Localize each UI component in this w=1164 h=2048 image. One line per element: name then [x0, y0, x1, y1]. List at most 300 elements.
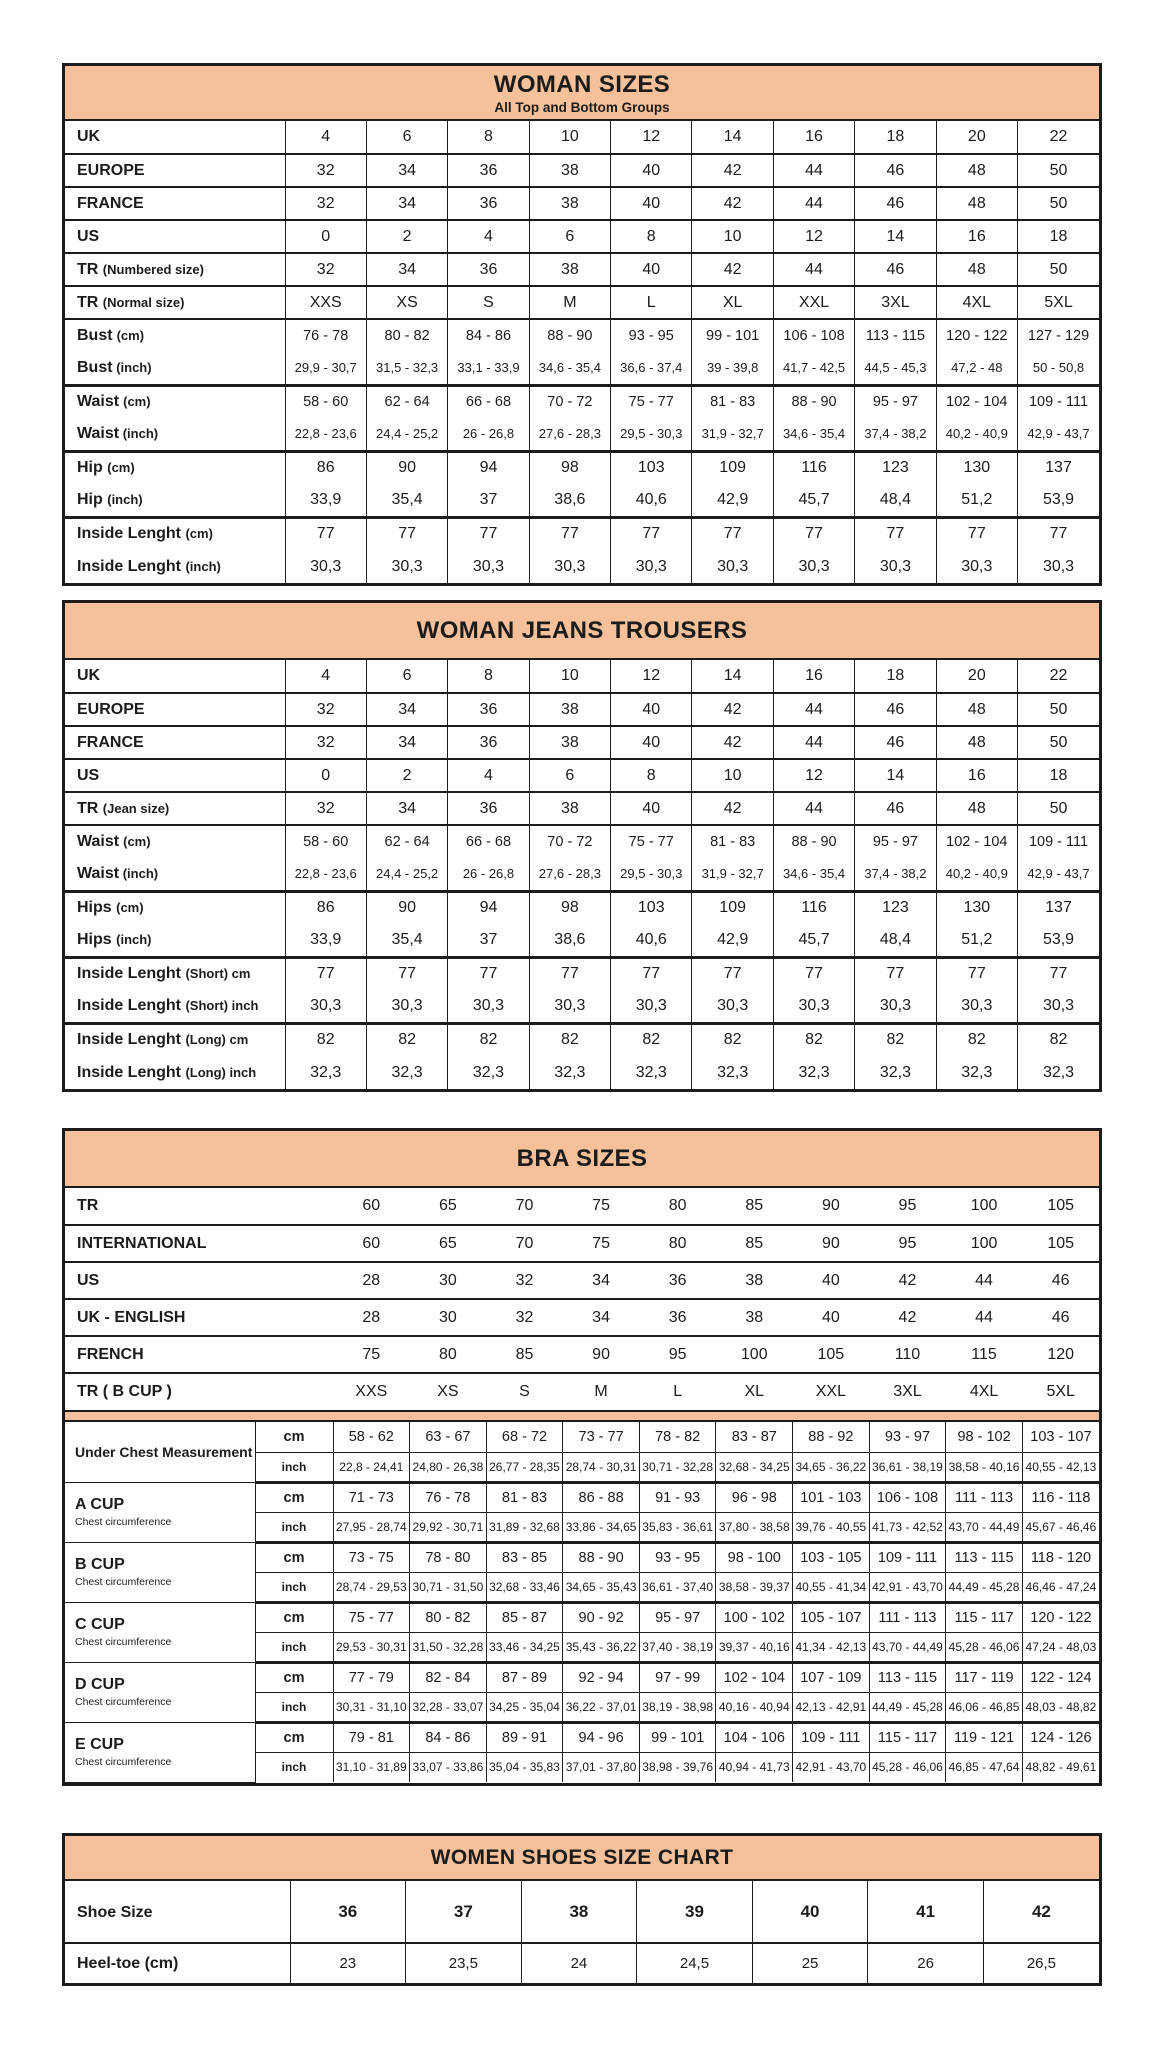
size-cell: 119 - 121 — [946, 1722, 1023, 1752]
size-cell: 44,5 - 45,3 — [855, 352, 936, 385]
size-cell: 77 — [529, 957, 610, 990]
size-cell: 22,8 - 23,6 — [285, 858, 366, 891]
size-cell: 36 — [639, 1299, 716, 1336]
size-cell: 14 — [692, 121, 773, 154]
row-label — [65, 990, 285, 1023]
size-cell: 42,13 - 42,91 — [793, 1692, 870, 1722]
size-cell: 31,10 - 31,89 — [333, 1752, 410, 1782]
row-label — [65, 121, 285, 154]
row-label — [65, 858, 285, 891]
size-cell: 36 — [639, 1262, 716, 1299]
shoes-grid — [65, 1881, 1099, 1983]
size-cell: 111 - 113 — [869, 1602, 946, 1632]
row-label — [65, 1542, 255, 1602]
size-cell: 30,3 — [611, 990, 692, 1023]
size-cell: 34 — [366, 154, 447, 187]
row-label-text: Bust — [77, 358, 113, 376]
size-cell: 86 — [285, 891, 366, 924]
size-cell: 48 — [936, 792, 1017, 825]
row-label-text: FRENCH — [77, 1345, 144, 1363]
size-cell: 109 — [692, 451, 773, 484]
size-cell: 42 — [692, 253, 773, 286]
size-cell: 44 — [773, 154, 854, 187]
size-cell: 37,4 - 38,2 — [855, 858, 936, 891]
size-cell: 38 — [521, 1881, 637, 1943]
size-cell: 91 - 93 — [639, 1482, 716, 1512]
size-cell: 98 — [529, 451, 610, 484]
size-cell: 137 — [1018, 891, 1099, 924]
bra-cups-grid — [65, 1422, 1099, 1783]
size-cell: 92 - 94 — [563, 1662, 640, 1692]
size-cell: M — [594, 1383, 608, 1400]
size-cell: 38,98 - 39,76 — [639, 1752, 716, 1782]
size-cell: 42 — [692, 154, 773, 187]
unit-label: inch — [255, 1632, 333, 1662]
size-cell: 28,74 - 29,53 — [333, 1572, 410, 1602]
unit-label: cm — [255, 1722, 333, 1752]
size-cell: 43,70 - 44,49 — [946, 1512, 1023, 1542]
cup-label: A CUP — [75, 1496, 125, 1514]
row-label — [65, 924, 285, 957]
size-cell: 34,65 - 35,43 — [563, 1572, 640, 1602]
size-cell: 14 — [855, 759, 936, 792]
size-cell: 38,58 - 40,16 — [946, 1452, 1023, 1482]
size-cell: 47,2 - 48 — [936, 352, 1017, 385]
table-row — [65, 121, 1099, 154]
size-cell: 30,3 — [855, 550, 936, 583]
size-cell: 106 - 108 — [869, 1482, 946, 1512]
table-row — [65, 253, 1099, 286]
size-cell: 42 — [869, 1262, 946, 1299]
row-label-text: Hips — [77, 899, 112, 917]
size-cell: 95 — [639, 1336, 716, 1373]
size-cell: 25 — [752, 1943, 868, 1983]
size-cell: 105 — [1022, 1188, 1099, 1225]
size-cell: 40,16 - 40,94 — [716, 1692, 793, 1722]
row-label-text: Heel-toe (cm) — [77, 1954, 179, 1972]
size-cell: 10 — [529, 121, 610, 154]
row-label-text: Inside Lenght — [77, 1063, 181, 1081]
size-cell: 120 — [1022, 1336, 1099, 1373]
size-cell: 30,3 — [611, 550, 692, 583]
size-cell: 31,5 - 32,3 — [366, 352, 447, 385]
row-label — [65, 1422, 255, 1482]
row-label-text: UK - ENGLISH — [77, 1308, 186, 1326]
row-label — [65, 1023, 285, 1056]
size-cell: 36 — [448, 253, 529, 286]
size-cell: 12 — [611, 121, 692, 154]
row-label-text: Waist — [77, 833, 120, 850]
size-cell: 45,7 — [773, 484, 854, 517]
unit-label: cm — [255, 1662, 333, 1692]
size-cell: 32 — [486, 1262, 563, 1299]
row-label-note: (Numbered size) — [102, 261, 204, 277]
size-cell: 85 — [716, 1188, 793, 1225]
size-cell: 34 — [366, 792, 447, 825]
row-label — [65, 1262, 333, 1299]
size-cell: 40 — [793, 1299, 870, 1336]
size-cell: 0 — [285, 759, 366, 792]
size-cell: 5XL — [1046, 1383, 1075, 1400]
unit-label: inch — [255, 1692, 333, 1722]
size-cell: 100 — [716, 1336, 793, 1373]
size-cell: 46 — [1022, 1299, 1099, 1336]
row-label — [65, 418, 285, 451]
size-cell: 50 — [1018, 253, 1099, 286]
shoes-size-table — [62, 1833, 1102, 1986]
size-cell: 6 — [529, 220, 610, 253]
size-cell: 45,67 - 46,46 — [1022, 1512, 1099, 1542]
size-cell: 40,6 — [611, 924, 692, 957]
size-cell: 75 - 77 — [611, 385, 692, 418]
table-row — [65, 1336, 1099, 1373]
size-cell: 30,71 - 32,28 — [639, 1452, 716, 1482]
table-row — [65, 957, 1099, 990]
size-cell: 29,53 - 30,31 — [333, 1632, 410, 1662]
size-cell: 95 - 97 — [855, 825, 936, 858]
row-label — [65, 1602, 255, 1662]
size-cell: 89 - 91 — [486, 1722, 563, 1752]
row-label-note: (Short) cm — [185, 966, 251, 982]
size-cell: 70 - 72 — [529, 385, 610, 418]
size-cell: 39,37 - 40,16 — [716, 1632, 793, 1662]
size-cell: 90 — [793, 1225, 870, 1262]
size-cell: 44,49 - 45,28 — [946, 1572, 1023, 1602]
row-label-note: (cm) — [123, 834, 151, 849]
unit-label: cm — [255, 1422, 333, 1452]
table-row — [65, 187, 1099, 220]
size-cell: 77 — [1018, 517, 1099, 550]
size-cell: 110 — [869, 1336, 946, 1373]
size-cell: 80 — [639, 1225, 716, 1262]
size-cell: 47,24 - 48,03 — [1022, 1632, 1099, 1662]
size-cell: 31,89 - 32,68 — [486, 1512, 563, 1542]
size-cell: 77 — [773, 957, 854, 990]
size-cell: 103 — [611, 451, 692, 484]
row-label-note: (cm) — [107, 460, 135, 476]
table-row — [65, 220, 1099, 253]
size-cell: 79 - 81 — [333, 1722, 410, 1752]
size-cell: 32,3 — [611, 1056, 692, 1089]
size-cell: 82 — [692, 1023, 773, 1056]
size-cell: 42 — [983, 1881, 1099, 1943]
size-cell: 24,80 - 26,38 — [410, 1452, 487, 1482]
size-cell: 34,6 - 35,4 — [529, 352, 610, 385]
size-cell: 115 - 117 — [946, 1602, 1023, 1632]
size-cell: XL — [692, 286, 773, 319]
table-row — [65, 1225, 1099, 1262]
size-cell: 36,61 - 38,19 — [869, 1452, 946, 1482]
table-row — [65, 484, 1099, 517]
row-label-text: US — [77, 1271, 100, 1289]
cup-sublabel: Chest circumference — [75, 1515, 172, 1528]
size-cell: 33,9 — [285, 484, 366, 517]
size-cell: 76 - 78 — [285, 319, 366, 352]
size-cell: 60 — [333, 1225, 410, 1262]
size-cell: XL — [744, 1383, 765, 1400]
row-label-note: (Long) cm — [185, 1032, 249, 1048]
size-cell: 50 — [1018, 187, 1099, 220]
size-cell: 32,68 - 33,46 — [486, 1572, 563, 1602]
size-cell: 31,9 - 32,7 — [692, 858, 773, 891]
size-cell: 85 - 87 — [486, 1602, 563, 1632]
size-cell: 22,8 - 23,6 — [285, 418, 366, 451]
size-cell: 90 - 92 — [563, 1602, 640, 1632]
size-cell: 99 - 101 — [639, 1722, 716, 1752]
row-label-text: FRANCE — [77, 733, 144, 751]
size-cell: 36 — [448, 693, 529, 726]
row-label-text: TR — [77, 293, 99, 311]
size-cell: 26 — [868, 1943, 984, 1983]
size-cell: 10 — [529, 660, 610, 693]
size-cell: 113 - 115 — [855, 319, 936, 352]
size-cell: 77 — [366, 517, 447, 550]
size-cell: 39 — [637, 1881, 753, 1943]
size-cell: 44 — [946, 1262, 1023, 1299]
size-cell: 29,5 - 30,3 — [611, 858, 692, 891]
size-cell: 32,3 — [855, 1056, 936, 1089]
row-label — [65, 1188, 333, 1225]
size-cell: 42 — [692, 726, 773, 759]
row-label-note: (cm) — [116, 900, 144, 916]
row-label — [65, 1943, 290, 1983]
size-cell: 38 — [529, 726, 610, 759]
size-cell: 4 — [448, 220, 529, 253]
size-cell: 109 - 111 — [869, 1542, 946, 1572]
size-cell: 48 — [936, 726, 1017, 759]
size-cell: S — [519, 1383, 530, 1400]
size-cell: 62 - 64 — [366, 385, 447, 418]
size-cell: 46 — [855, 187, 936, 220]
size-cell: 109 - 111 — [793, 1722, 870, 1752]
table-row — [65, 1881, 1099, 1943]
size-cell: 83 - 85 — [486, 1542, 563, 1572]
size-cell: 33,9 — [285, 924, 366, 957]
size-cell: 32,3 — [285, 1056, 366, 1089]
unit-label: cm — [255, 1542, 333, 1572]
size-cell: 73 - 75 — [333, 1542, 410, 1572]
size-cell: XS — [366, 286, 447, 319]
size-cell: 98 - 102 — [946, 1422, 1023, 1452]
table-row — [65, 792, 1099, 825]
size-cell: 94 — [448, 451, 529, 484]
size-cell: 36 — [290, 1881, 406, 1943]
row-label-text: TR ( B CUP ) — [77, 1383, 172, 1400]
size-cell: 96 - 98 — [716, 1482, 793, 1512]
size-cell: 32,68 - 34,25 — [716, 1452, 793, 1482]
size-cell: 77 — [366, 957, 447, 990]
size-cell: 95 — [869, 1188, 946, 1225]
table-row — [65, 825, 1099, 858]
size-cell: 99 - 101 — [692, 319, 773, 352]
size-cell: 37 — [448, 484, 529, 517]
row-label-text: Inside Lenght — [77, 525, 181, 543]
cup-sublabel: Chest circumference — [75, 1575, 172, 1588]
size-cell: 33,07 - 33,86 — [410, 1752, 487, 1782]
bra-sizes-table — [62, 1128, 1102, 1786]
size-cell: 44,49 - 45,28 — [869, 1692, 946, 1722]
size-cell: 18 — [855, 121, 936, 154]
unit-label: inch — [255, 1752, 333, 1782]
size-cell: 30,3 — [529, 550, 610, 583]
table-row — [65, 1262, 1099, 1299]
row-label-text: FRANCE — [77, 194, 144, 212]
size-cell: 71 - 73 — [333, 1482, 410, 1512]
size-cell: 88 - 90 — [563, 1542, 640, 1572]
size-cell: 75 — [563, 1225, 640, 1262]
row-label-text: INTERNATIONAL — [77, 1234, 207, 1252]
size-cell: 29,9 - 30,7 — [285, 352, 366, 385]
size-cell: 116 — [773, 451, 854, 484]
size-cell: 29,5 - 30,3 — [611, 418, 692, 451]
size-cell: 86 - 88 — [563, 1482, 640, 1512]
row-label — [65, 957, 285, 990]
size-cell: 70 — [486, 1188, 563, 1225]
size-cell: 4 — [285, 660, 366, 693]
size-cell: 48,03 - 48,82 — [1022, 1692, 1099, 1722]
size-cell: 27,95 - 28,74 — [333, 1512, 410, 1542]
size-cell: 38 — [529, 792, 610, 825]
size-cell: 42,9 — [692, 924, 773, 957]
size-cell: 50 — [1018, 792, 1099, 825]
woman-sizes-table — [62, 63, 1102, 586]
size-cell: 32,3 — [529, 1056, 610, 1089]
size-cell: 78 - 82 — [639, 1422, 716, 1452]
table-header — [65, 1131, 1099, 1188]
row-label-text: Hip — [77, 459, 103, 477]
size-cell: 50 — [1018, 154, 1099, 187]
table-row — [65, 990, 1099, 1023]
size-cell: 85 — [486, 1336, 563, 1373]
row-label-text: Inside Lenght — [77, 1031, 181, 1049]
table-subtitle: All Top and Bottom Groups — [494, 100, 670, 115]
size-cell: 39,76 - 40,55 — [793, 1512, 870, 1542]
size-cell: 82 — [448, 1023, 529, 1056]
row-label-text: Hip — [77, 490, 103, 508]
size-cell: 14 — [855, 220, 936, 253]
size-cell: XXL — [773, 286, 854, 319]
size-cell: 37,4 - 38,2 — [855, 418, 936, 451]
size-cell: 36 — [448, 792, 529, 825]
row-label — [65, 759, 285, 792]
size-cell: 77 — [529, 517, 610, 550]
size-cell: 36 — [448, 726, 529, 759]
size-cell: 81 - 83 — [692, 825, 773, 858]
size-cell: 4 — [448, 759, 529, 792]
size-cell: 42,91 - 43,70 — [869, 1572, 946, 1602]
size-cell: 44 — [946, 1299, 1023, 1336]
row-label-text: Hips — [77, 930, 112, 948]
size-cell: 34,25 - 35,04 — [486, 1692, 563, 1722]
size-cell: 46 — [855, 792, 936, 825]
size-cell: 42 — [692, 693, 773, 726]
size-cell: 45,28 - 46,06 — [869, 1752, 946, 1782]
size-cell: 38 — [529, 693, 610, 726]
row-label — [65, 187, 285, 220]
size-cell: 48 — [936, 253, 1017, 286]
size-cell: 40,55 - 41,34 — [793, 1572, 870, 1602]
size-cell: 46,85 - 47,64 — [946, 1752, 1023, 1782]
size-cell: 18 — [1018, 220, 1099, 253]
size-cell: 45,28 - 46,06 — [946, 1632, 1023, 1662]
size-cell: 42,9 - 43,7 — [1018, 858, 1099, 891]
size-cell: 34 — [563, 1262, 640, 1299]
cup-sublabel: Chest circumference — [75, 1695, 172, 1708]
table-row — [65, 418, 1099, 451]
bra-sizes-grid — [65, 1188, 1099, 1410]
size-cell: 82 — [529, 1023, 610, 1056]
size-cell: 87 - 89 — [486, 1662, 563, 1692]
size-cell: XXS — [285, 286, 366, 319]
size-cell: 4XL — [969, 1383, 999, 1400]
size-cell: 32 — [486, 1299, 563, 1336]
size-cell: 62 - 64 — [366, 825, 447, 858]
size-cell: 84 - 86 — [448, 319, 529, 352]
size-cell: 90 — [366, 891, 447, 924]
table-title: WOMAN JEANS TROUSERS — [416, 617, 748, 644]
size-cell: 77 — [692, 517, 773, 550]
size-cell: 6 — [366, 121, 447, 154]
divider-band — [65, 1410, 1099, 1422]
size-cell: 123 — [855, 451, 936, 484]
size-cell: 30,3 — [1018, 550, 1099, 583]
size-cell: XS — [437, 1383, 459, 1400]
table-row — [65, 286, 1099, 319]
size-cell: 35,4 — [366, 484, 447, 517]
size-cell: 120 - 122 — [936, 319, 1017, 352]
size-cell: 100 — [946, 1188, 1023, 1225]
table-row — [65, 1542, 1099, 1572]
table-row — [65, 1188, 1099, 1225]
size-cell: 32,3 — [936, 1056, 1017, 1089]
size-cell: 32,28 - 33,07 — [410, 1692, 487, 1722]
table-title: BRA SIZES — [516, 1145, 648, 1172]
size-cell: 39 - 39,8 — [692, 352, 773, 385]
size-cell: 82 — [285, 1023, 366, 1056]
row-label-text: TR — [77, 799, 99, 817]
size-cell: 32,3 — [448, 1056, 529, 1089]
table-row — [65, 924, 1099, 957]
table-row — [65, 858, 1099, 891]
row-label — [65, 220, 285, 253]
size-cell: 118 - 120 — [1022, 1542, 1099, 1572]
size-cell: 30,3 — [366, 990, 447, 1023]
size-cell: 40 — [611, 253, 692, 286]
row-label-note: (inch) — [116, 359, 152, 375]
row-label — [65, 154, 285, 187]
table-row — [65, 1482, 1099, 1512]
table-row — [65, 154, 1099, 187]
size-cell: 77 — [855, 957, 936, 990]
table-row — [65, 1373, 1099, 1410]
size-cell: 38 — [529, 253, 610, 286]
size-cell: 34 — [366, 693, 447, 726]
size-cell: 43,70 - 44,49 — [869, 1632, 946, 1662]
size-cell: 22 — [1018, 121, 1099, 154]
size-cell: 6 — [366, 660, 447, 693]
size-cell: 34 — [366, 187, 447, 220]
size-cell: 30,3 — [448, 990, 529, 1023]
size-cell: 26 - 26,8 — [448, 858, 529, 891]
size-cell: 82 — [936, 1023, 1017, 1056]
size-cell: 77 — [773, 517, 854, 550]
size-cell: 137 — [1018, 451, 1099, 484]
size-cell: 77 — [611, 957, 692, 990]
size-cell: 8 — [448, 121, 529, 154]
size-cell: 23,5 — [406, 1943, 522, 1983]
size-cell: 46 — [1022, 1262, 1099, 1299]
row-label — [65, 451, 285, 484]
